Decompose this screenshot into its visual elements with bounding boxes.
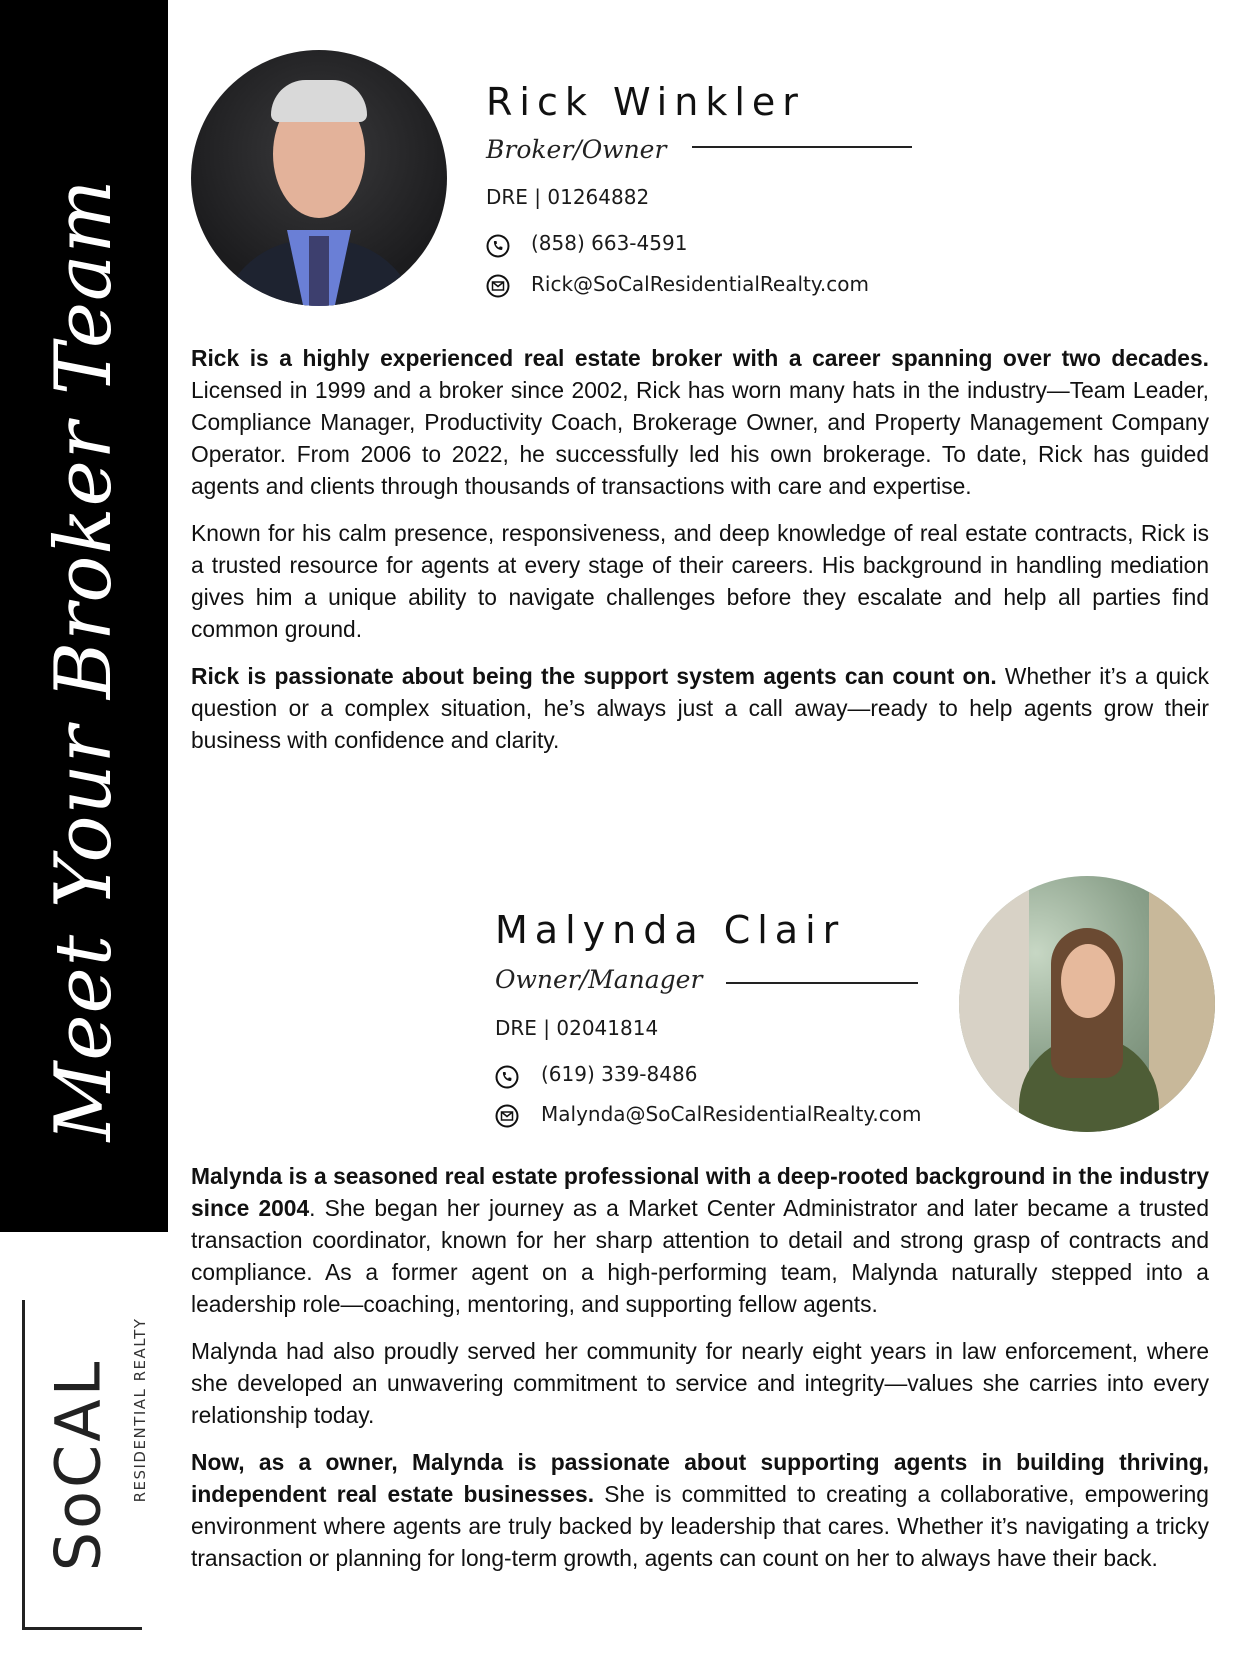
sidebar-banner [0, 0, 168, 1232]
rick-phone[interactable]: (858) 663-4591 [531, 231, 688, 255]
rick-bio-text: Licensed in 1999 and a broker since 2002, Rick has worn many hats in the industry—Team Leader, Compliance Manager, Productivity Coach, Brokerage Owner, and Property Management Company Operator. From 2006 to 2022, he successfully led his own brokerage. To date, Rick has guided agents and clients through thousands of transactions with care and expertise. [191, 377, 1209, 499]
sidebar-title: Meet Your Broker Team [39, 178, 129, 1142]
email-icon [486, 274, 510, 298]
malynda-name: Malynda Clair [495, 908, 846, 952]
email-icon [495, 1104, 519, 1128]
malynda-bio-text: Malynda had also proudly served her community for nearly eight years in law enforcement, where she developed an unwavering commitment to service and integrity—values she carries into every relationship today. [191, 1338, 1209, 1428]
malynda-bio [191, 1160, 1209, 1589]
malynda-bio-bold: Malynda is a seasoned real estate professional with a deep-rooted background in the industry since 2004 [191, 1163, 1209, 1221]
rick-role-divider [692, 146, 912, 148]
rick-bio-paragraph [191, 660, 1209, 756]
rick-bio-paragraph [191, 342, 1209, 502]
phone-icon [495, 1065, 519, 1089]
rick-bio-bold: Rick is a highly experienced real estate broker with a career spanning over two decades. [191, 345, 1209, 371]
malynda-bio-text: She is committed to creating a collaborative, empowering environment where agents are truly backed by leadership that cares. Whether it’s navigating a tricky transaction or planning for long-term growth, agents can count on her to always have their back. [191, 1481, 1209, 1571]
malynda-role-divider [726, 982, 918, 984]
malynda-bio-bold: Now, as a owner, Malynda is passionate about supporting agents in building thriving, independent real estate businesses. [191, 1449, 1209, 1507]
malynda-phone[interactable]: (619) 339-8486 [541, 1062, 698, 1086]
logo-main-text: SoCAL [41, 1358, 115, 1572]
malynda-photo [959, 876, 1215, 1132]
rick-email[interactable]: Rick@SoCalResidentialRealty.com [531, 272, 869, 296]
malynda-bio-paragraph [191, 1335, 1209, 1431]
rick-photo [191, 50, 447, 306]
malynda-bio-paragraph [191, 1160, 1209, 1320]
malynda-role: Owner/Manager [495, 965, 703, 994]
rick-bio-paragraph [191, 517, 1209, 645]
rick-bio-bold: Rick is passionate about being the support system agents can count on. [191, 663, 997, 689]
rick-dre: DRE | 01264882 [486, 185, 650, 209]
logo-sub-text: RESIDENTIAL REALTY [131, 1317, 149, 1503]
company-logo [22, 1300, 162, 1630]
malynda-email[interactable]: Malynda@SoCalResidentialRealty.com [541, 1102, 922, 1126]
rick-bio-text: Whether it’s a quick question or a complex situation, he’s always just a call away—ready to help agents grow their business with confidence and clarity. [191, 663, 1209, 753]
malynda-dre: DRE | 02041814 [495, 1016, 659, 1040]
malynda-bio-text: . She began her journey as a Market Center Administrator and later became a trusted transaction coordinator, known for her sharp attention to detail and strong grasp of contracts and compliance. As a former agent on a high-performing team, Malynda naturally stepped into a leadership role—coaching, mentoring, and supporting fellow agents. [191, 1195, 1210, 1317]
malynda-bio-paragraph [191, 1446, 1209, 1574]
rick-bio [191, 342, 1209, 771]
phone-icon [486, 234, 510, 258]
rick-bio-text: Known for his calm presence, responsiveness, and deep knowledge of real estate contracts, Rick is a trusted resource for agents at every stage of their careers. His background in handling mediation gives him a unique ability to navigate challenges before they escalate and help all parties find common ground. [191, 520, 1209, 642]
rick-role: Broker/Owner [486, 135, 667, 164]
rick-name: Rick Winkler [486, 80, 805, 124]
